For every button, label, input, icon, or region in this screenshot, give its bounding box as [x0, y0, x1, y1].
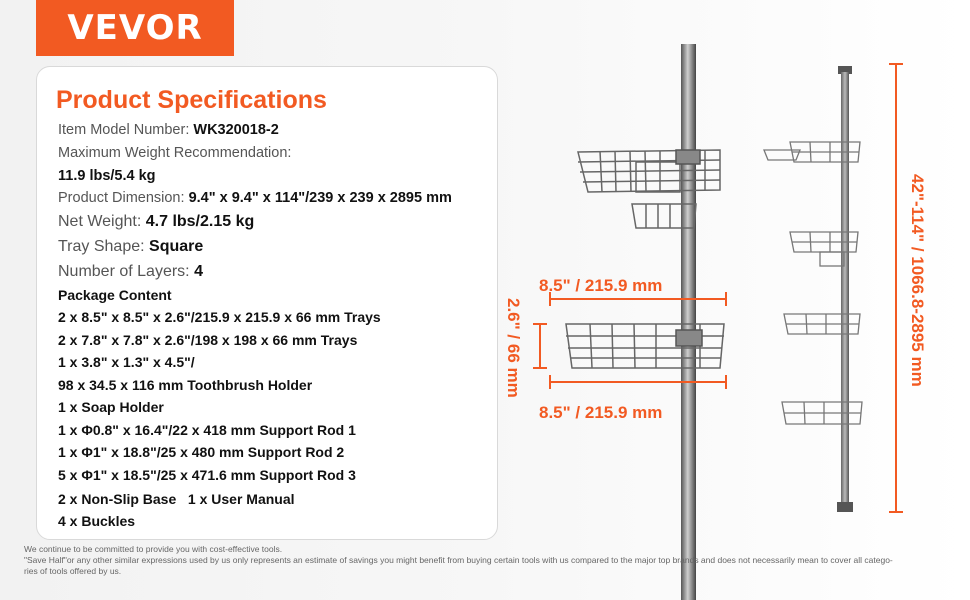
closeup-lower-tray — [566, 324, 724, 368]
spec-value: Square — [149, 238, 204, 255]
tray-height-label: 2.6" / 66 mm — [504, 298, 523, 398]
spec-label: Maximum Weight Recommendation: — [58, 145, 292, 161]
spec-label: Product Dimension: — [58, 190, 189, 206]
spec-label: Item Model Number: — [58, 122, 194, 138]
tray-width-bottom-line — [550, 375, 726, 389]
disclaimer-line: We continue to be committed to provide you with cost-effective tools. — [24, 544, 283, 554]
tray-width-top-label: 8.5" / 215.9 mm — [539, 276, 663, 295]
spec-label: Tray Shape: — [58, 238, 150, 255]
spec-label: Number of Layers: — [58, 263, 195, 280]
spec-value: 11.9 lbs/5.4 kg — [58, 168, 156, 184]
total-height-line — [889, 64, 903, 512]
bottom-base — [837, 502, 853, 512]
closeup-pole — [681, 44, 696, 600]
package-item: 2 x Non-Slip Base 1 x User Manual — [58, 491, 295, 507]
package-item: 1 x Φ0.8" x 16.4"/22 x 418 mm Support Rod 1 — [58, 422, 356, 438]
tray-width-bottom-label: 8.5" / 215.9 mm — [539, 403, 663, 422]
package-item: 2 x 8.5" x 8.5" x 2.6"/215.9 x 215.9 x 66 mm Trays — [58, 309, 381, 325]
package-item: 1 x 3.8" x 1.3" x 4.5"/ — [58, 354, 195, 370]
package-item: 1 x Soap Holder — [58, 399, 164, 415]
package-item: 98 x 34.5 x 116 mm Toothbrush Holder — [58, 377, 313, 393]
spec-label: Net Weight: — [58, 213, 146, 230]
total-height-label: 42"-114" / 1066.8-2895 mm — [908, 174, 927, 387]
page-title: Product Specifications — [56, 86, 327, 114]
spec-value: 4.7 lbs/2.15 kg — [145, 213, 255, 230]
closeup-upper-basket — [578, 150, 720, 228]
package-item: 4 x Buckles — [58, 513, 136, 529]
spec-value: 4 — [194, 263, 203, 280]
package-item: 2 x 7.8" x 7.8" x 2.6"/198 x 198 x 66 mm Trays — [58, 332, 358, 348]
tray-height-line — [533, 324, 547, 368]
spec-value: 9.4" x 9.4" x 114"/239 x 239 x 2895 mm — [188, 190, 452, 206]
package-heading: Package Content — [58, 287, 172, 303]
package-item: 1 x Φ1" x 18.8"/25 x 480 mm Support Rod 2 — [58, 444, 345, 460]
disclaimer-line: ries of tools offered by us. — [24, 566, 122, 576]
spec-value: WK320018-2 — [193, 122, 279, 138]
vevor-logo: VEVOR — [36, 0, 234, 56]
disclaimer-line: "Save Half"or any other similar expressions used by us only represents an estimate of savings you might benefit from buying certain tools with us compared to the major top brands and does not necessarily mean to cover all catego- — [24, 555, 893, 565]
package-item: 5 x Φ1" x 18.5"/25 x 471.6 mm Support Rod 3 — [58, 467, 356, 483]
full-pole — [841, 72, 849, 510]
disclaimer — [24, 544, 954, 577]
